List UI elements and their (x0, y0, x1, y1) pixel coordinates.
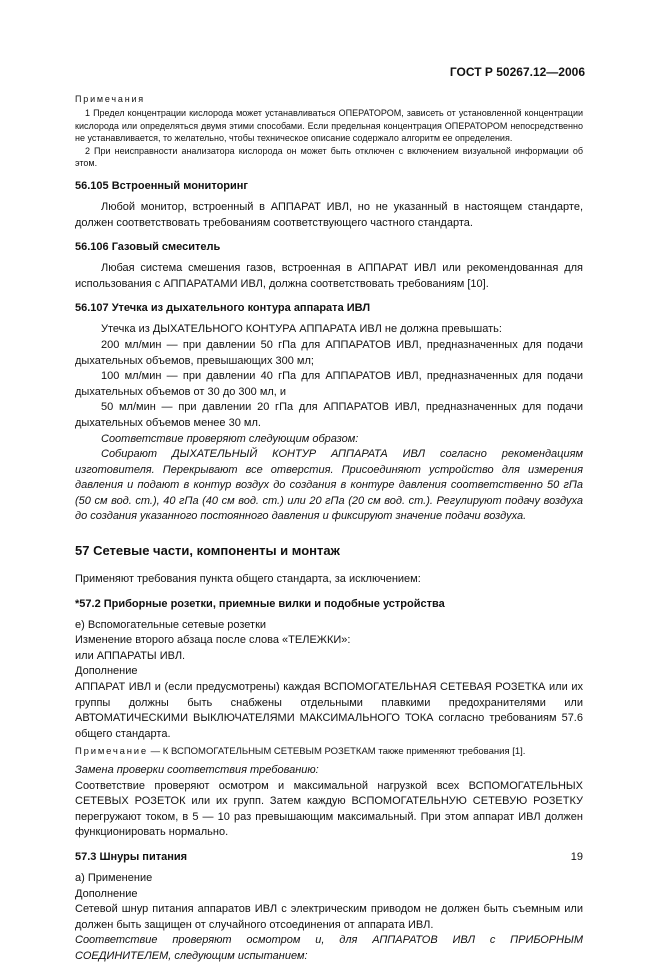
section-57-2-l1: e) Вспомогательные сетевые розетки (75, 618, 267, 631)
section-56-107-p1: Утечка из ДЫХАТЕЛЬНОГО КОНТУРА АППАРАТА ИВЛ не должна превышать: (101, 323, 502, 336)
section-57-3-p2: Соответствие проверяют осмотром и, для АППАРАТОВ ИВЛ с ПРИБОРНЫМ СОЕДИНИТЕЛЕМ, следующим испытанием: (75, 934, 583, 962)
section-57-2-l4: Дополнение (75, 665, 138, 678)
section-56-107-p4: 50 мл/мин — при давлении 20 гПа для АППАРАТОВ ИВЛ, предназначенных для подачи дыхательных объемов менее 30 мл. (75, 401, 583, 429)
section-56-106-heading: 56.106 Газовый смеситель (75, 241, 221, 254)
section-57-2-heading: *57.2 Приборные розетки, приемные вилки и подобные устройства (75, 597, 445, 610)
section-57-heading: 57 Сетевые части, компоненты и монтаж (75, 543, 340, 559)
section-57-2-p3: Соответствие проверяют осмотром и максимальной нагрузкой всех ВСПОМОГАТЕЛЬНЫХ СЕТЕВЫХ РОЗЕТОК или их групп. Затем каждую ВСПОМОГАТЕЛЬНУЮ СЕТЕВУЮ РОЗЕТКУ перегружают током, в 5 — 10 раз превышающим максимальный. При этом аппарат ИВЛ должен функционировать нормально. (75, 779, 583, 839)
section-57-2-note (75, 746, 583, 759)
section-57-3-heading: 57.3 Шнуры питания (75, 850, 188, 863)
section-57-3-p1: Сетевой шнур питания аппаратов ИВЛ с электрическим приводом не должен быть съемным или должен быть защищен от случайного отсоединения от аппарата ИВЛ. (75, 903, 583, 931)
section-56-106-text: Любая система смешения газов, встроенная в АППАРАТ ИВЛ или рекомендованная для использования с АППАРАТАМИ ИВЛ, должна соответствовать требованиям [10]. (75, 262, 583, 290)
section-56-107-heading: 56.107 Утечка из дыхательного контура аппарата ИВЛ (75, 302, 371, 315)
section-57-3-l2: Дополнение (75, 887, 138, 900)
note-text: — К ВСПОМОГАТЕЛЬНЫМ СЕТЕВЫМ РОЗЕТКАМ также применяют требования [1]. (148, 746, 526, 758)
section-57-3-l1: a) Применение (75, 871, 153, 884)
section-56-105-heading: 56.105 Встроенный мониторинг (75, 179, 248, 192)
section-57-2-p1: АППАРАТ ИВЛ и (если предусмотрены) каждая ВСПОМОГАТЕЛЬНАЯ СЕТЕВАЯ РОЗЕТКА или их группы должны быть снабжены отдельными плавкими предохранителями или АВТОМАТИЧЕСКИМИ ВЫКЛЮЧАТЕЛЯМИ МАКСИМАЛЬНОГО ТОКА согласно требованиям 57.6 общего стандарта. (75, 681, 583, 740)
notes-title: Примечания (75, 94, 145, 104)
page-content (75, 94, 583, 965)
doc-number: ГОСТ Р 50267.12—2006 (449, 65, 585, 79)
section-57-2-l2: Изменение второго абзаца после слова «ТЕЛЕЖКИ»: (75, 634, 351, 647)
page-number: 19 (570, 851, 583, 863)
section-56-107-p6: Собирают ДЫХАТЕЛЬНЫЙ КОНТУР АППАРАТА ИВЛ согласно рекомендациям изготовителя. Перекрывают все отверстия. Присоединяют устройство для измерения давления и подают в контур воздух до создания в контуре давления соответственно 50 гПа (50 см вод. ст.), 40 гПа (40 см вод. ст.) или 20 гПа (20 см вод. ст.). Регулируют подачу воздуха до создания указанного постоянного давления и фиксируют значение подачи воздуха. (75, 448, 583, 523)
section-56-107-p3: 100 мл/мин — при давлении 40 гПа для АППАРАТОВ ИВЛ, предназначенных для подачи дыхательных объемов от 30 до 300 мл, и (75, 370, 583, 398)
section-56-107-p5: Соответствие проверяют следующим образом: (101, 432, 359, 445)
section-57-2-l3: или АППАРАТЫ ИВЛ. (75, 649, 186, 662)
section-57-2-p2: Замена проверки соответствия требованию: (75, 764, 319, 776)
note-label: Примечание (75, 746, 148, 758)
section-56-107-p2: 200 мл/мин — при давлении 50 гПа для АППАРАТОВ ИВЛ, предназначенных для подачи дыхательных объемов, превышающих 300 мл; (75, 338, 583, 367)
note-1: 1 Предел концентрации кислорода может устанавливаться ОПЕРАТОРОМ, зависеть от установленной концентрации кислорода или определяться двумя этими способами. Если предельная концентрация ОПЕРАТОРОМ непосредственно не устанавливается, то желательно, чтобы техническое описание содержало алгоритм ее определения. (75, 108, 583, 144)
section-56-105-text: Любой монитор, встроенный в АППАРАТ ИВЛ, но не указанный в настоящем стандарте, должен соответствовать требованиям соответствующего частного стандарта. (75, 200, 583, 229)
section-57-text: Применяют требования пункта общего стандарта, за исключением: (75, 573, 421, 586)
note-2: 2 При неисправности анализатора кислорода он может быть отключен с включением визуальной информации об этом. (75, 145, 583, 169)
